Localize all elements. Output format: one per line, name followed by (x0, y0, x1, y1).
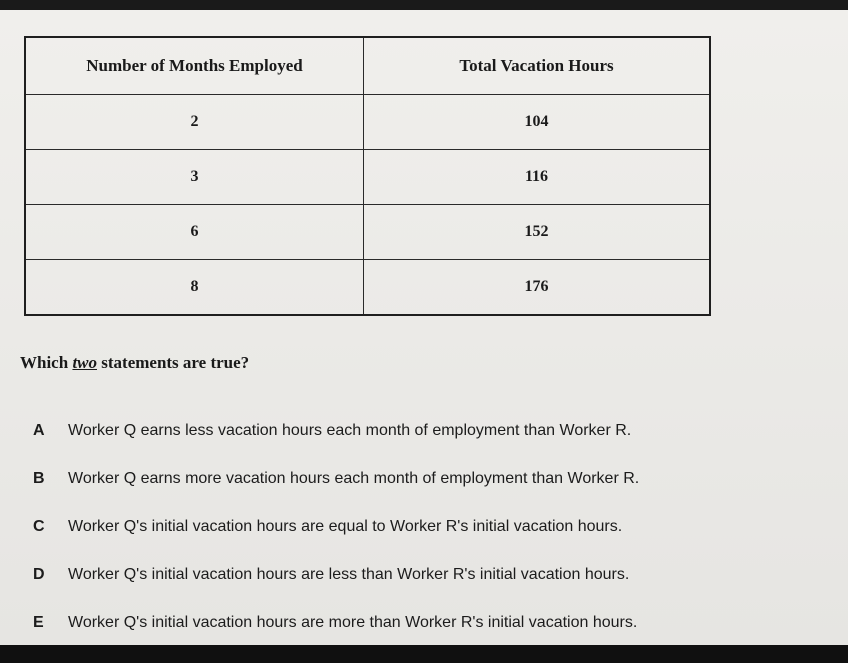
cell-months: 6 (25, 205, 364, 260)
table-row (25, 260, 710, 316)
choice-b[interactable] (33, 470, 639, 488)
cell-months: 8 (25, 260, 364, 316)
choice-e[interactable] (33, 614, 637, 632)
cell-hours: 116 (364, 150, 711, 205)
header-months: Number of Months Employed (25, 37, 364, 95)
choice-a[interactable] (33, 422, 631, 440)
choice-text: Worker Q's initial vacation hours are less than Worker R's initial vacation hours. (68, 566, 630, 583)
cell-hours: 152 (364, 205, 711, 260)
vacation-table (24, 36, 711, 316)
top-dark-border (0, 0, 848, 10)
table-row (25, 95, 710, 150)
choice-d[interactable] (33, 566, 629, 584)
bottom-dark-border (0, 645, 848, 663)
choice-letter: C (33, 518, 45, 535)
question-emphasis: two (72, 353, 97, 372)
choice-text: Worker Q earns less vacation hours each month of employment than Worker R. (68, 422, 632, 439)
choice-c[interactable] (33, 518, 622, 536)
question-text-start: Which (20, 353, 73, 372)
cell-hours: 176 (364, 260, 711, 316)
cell-hours: 104 (364, 95, 711, 150)
choice-letter: A (33, 422, 45, 439)
worksheet-page (0, 10, 848, 645)
choice-letter: B (33, 470, 45, 487)
question-prompt (20, 353, 249, 373)
table-header-row (25, 37, 710, 95)
choice-letter: D (33, 566, 45, 583)
choice-text: Worker Q's initial vacation hours are equal to Worker R's initial vacation hours. (68, 518, 623, 535)
question-text-end: statements are true? (97, 353, 250, 372)
choice-letter: E (33, 614, 44, 631)
cell-months: 3 (25, 150, 364, 205)
table-row (25, 150, 710, 205)
cell-months: 2 (25, 95, 364, 150)
table-row (25, 205, 710, 260)
choice-text: Worker Q earns more vacation hours each month of employment than Worker R. (68, 470, 640, 487)
choice-text: Worker Q's initial vacation hours are more than Worker R's initial vacation hours. (68, 614, 638, 631)
header-hours: Total Vacation Hours (364, 37, 711, 95)
